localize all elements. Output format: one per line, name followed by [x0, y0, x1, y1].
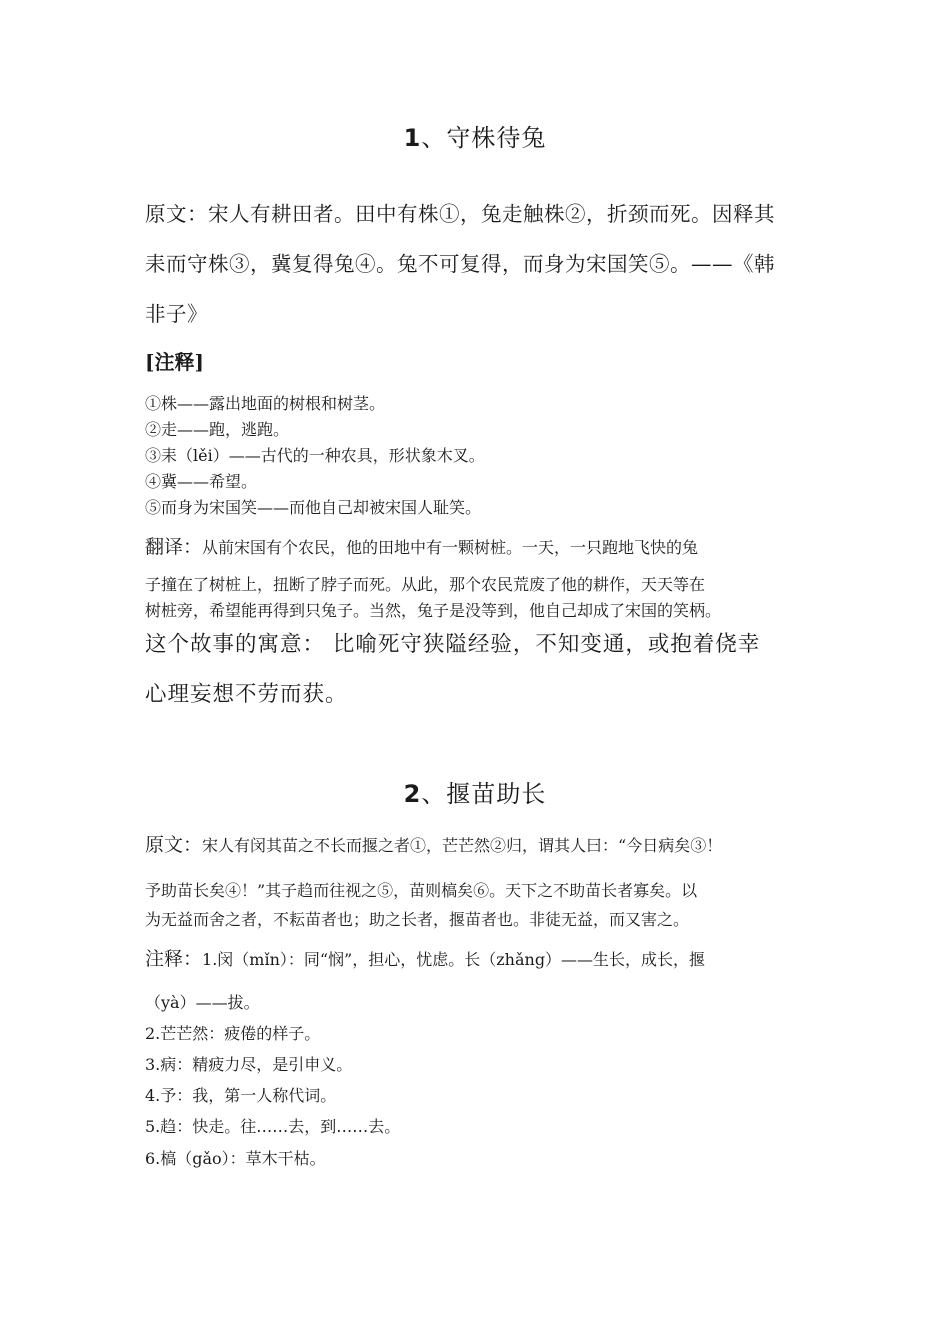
story1-original-line: 原文：宋人有耕田者。田中有株①，兔走触株②，折颈而死。因释其 — [145, 202, 775, 226]
story1-original-line: 耒而守株③，冀复得兔④。兔不可复得，而身为宋国笑⑤。——《韩 — [145, 252, 775, 276]
translation-label: 翻译： — [145, 536, 203, 558]
story1-moral-line: 心理妄想不劳而获。 — [145, 682, 348, 707]
story2-note: （yà）——拔。 — [145, 993, 260, 1012]
story2-original-line: 为无益而舍之者，不耘苗者也；助之长者，揠苗者也。非徒无益，而又害之。 — [145, 910, 690, 929]
story2-note: 2.芒芒然：疲倦的样子。 — [145, 1024, 321, 1043]
original-label: 原文： — [145, 834, 203, 856]
story2-original-line: 原文：宋人有闵其苗之不长而揠之者①，芒芒然②归，谓其人曰：“今日病矣③！ — [145, 834, 723, 856]
story1-moral-line: 这个故事的寓意： 比喻死守狭隘经验，不知变通，或抱着侥幸 — [145, 632, 761, 657]
story1-note: ⑤而身为宋国笑——而他自己却被宋国人耻笑。 — [145, 498, 482, 517]
story1-translation-line: 树桩旁，希望能再得到只兔子。当然，兔子是没等到，他自己却成了宋国的笑柄。 — [145, 601, 722, 620]
story2-note: 6.槁（gǎo）：草木干枯。 — [145, 1149, 326, 1168]
story1-translation-line: 翻译：从前宋国有个农民，他的田地中有一颗树桩。一天，一只跑地飞快的兔 — [145, 536, 699, 558]
story2-title: 2、揠苗助长 — [403, 780, 547, 808]
story2-note: 5.趋：快走。往……去，到……去。 — [145, 1117, 401, 1136]
story1-note: ②走——跑，逃跑。 — [145, 420, 290, 439]
story2-original-line: 予助苗长矣④！”其子趋而往视之⑤，苗则槁矣⑥。天下之不助苗长者寡矣。以 — [145, 881, 698, 900]
story2-note: 注释：1.闵（mǐn）：同“悯”，担心，忧虑。长（zhǎng）——生长，成长，揠 — [145, 948, 706, 970]
story2-note: 3.病：精疲力尽，是引申义。 — [145, 1055, 353, 1074]
story1-title: 1、守株待兔 — [403, 124, 547, 152]
story1-translation-line: 子撞在了树桩上，扭断了脖子而死。从此，那个农民荒废了他的耕作，天天等在 — [145, 575, 706, 594]
story1-notes-heading: [注释] — [145, 350, 204, 374]
story1-note: ④冀——希望。 — [145, 472, 258, 491]
story2-note: 4.予：我，第一人称代词。 — [145, 1086, 337, 1105]
notes-label: 注释： — [145, 948, 203, 970]
story1-note: ③耒（lěi）——古代的一种农具，形状象木叉。 — [145, 446, 485, 465]
story1-note: ①株——露出地面的树根和树茎。 — [145, 394, 386, 413]
story1-original-line: 非子》 — [145, 302, 208, 326]
